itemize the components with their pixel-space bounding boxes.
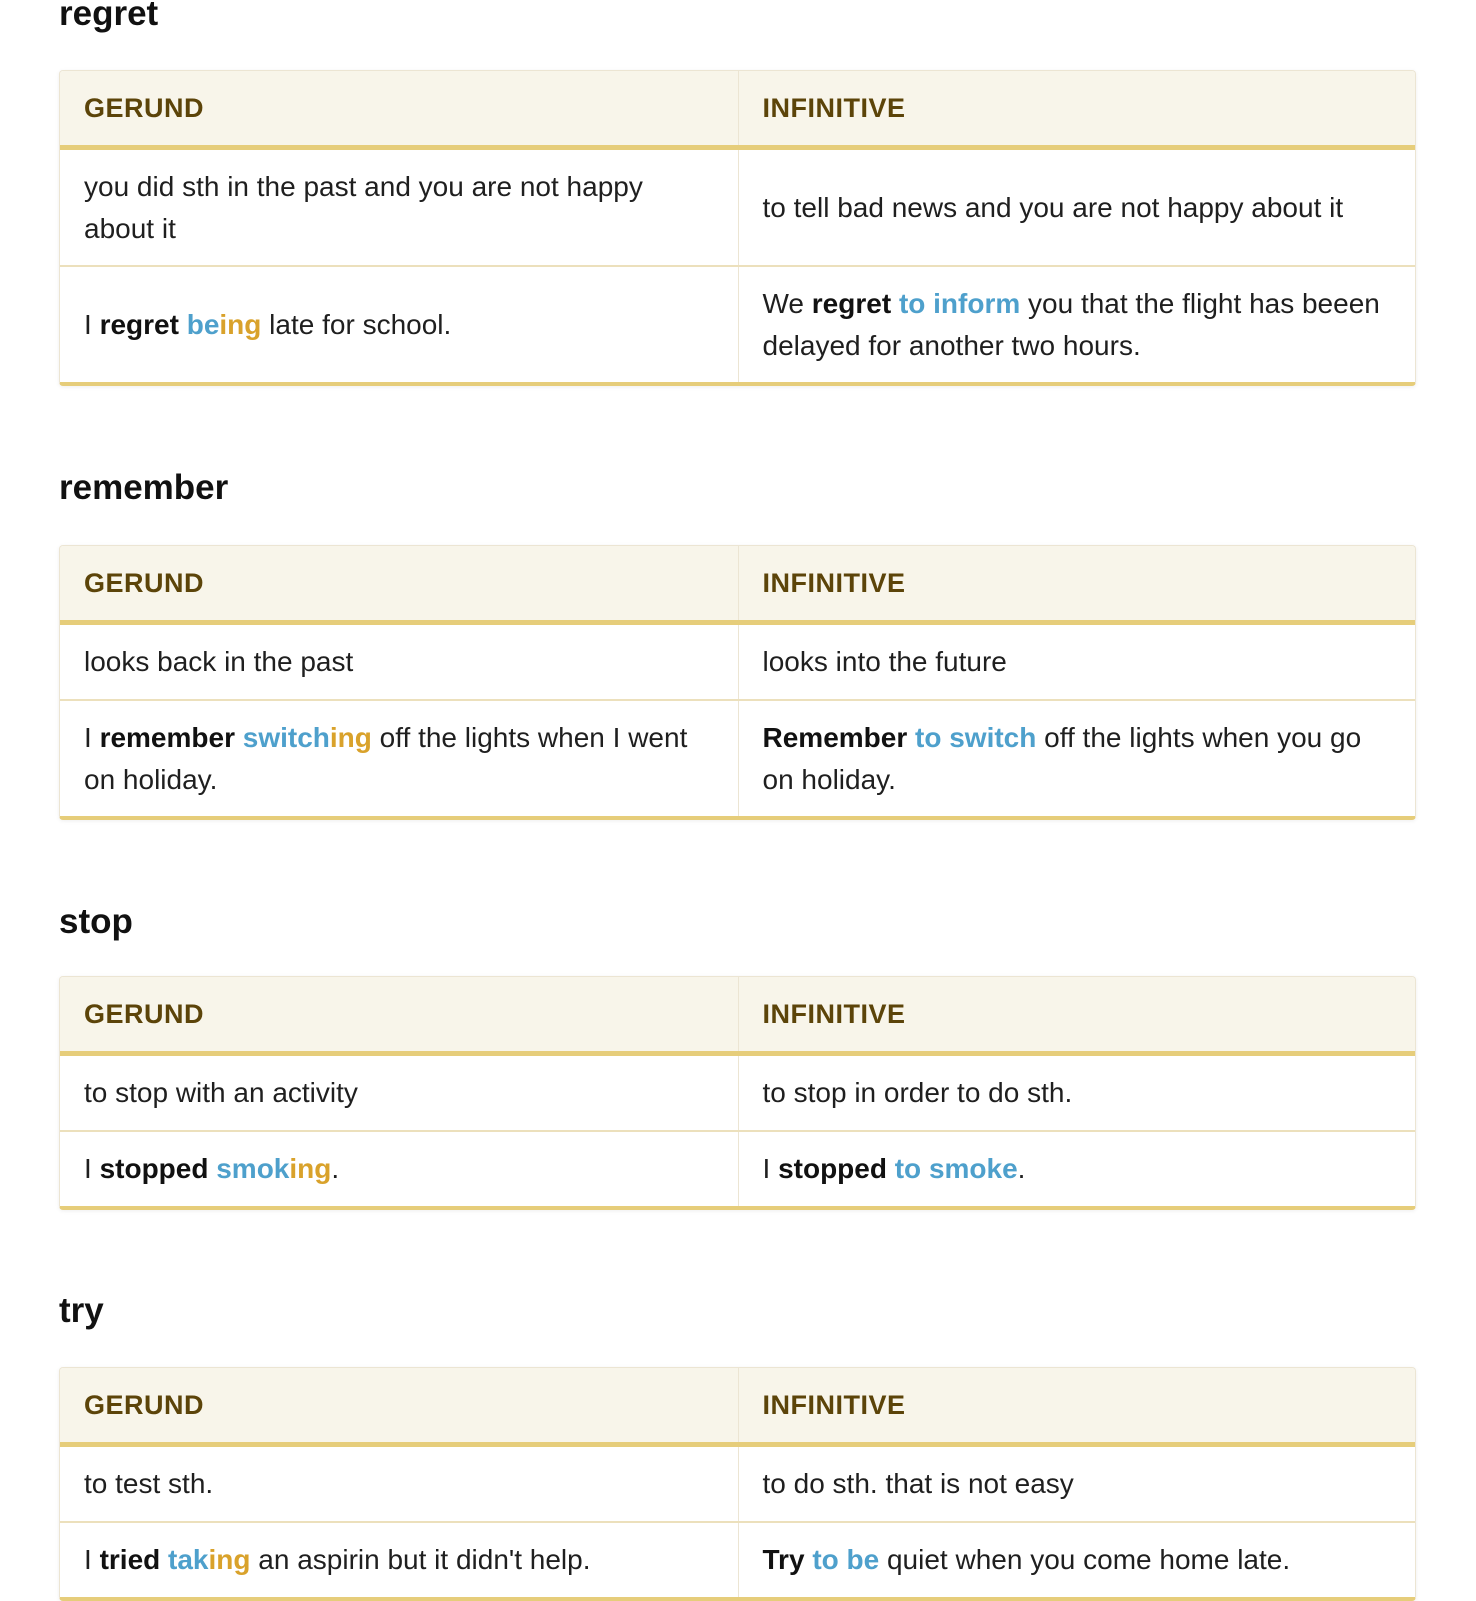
- example-text: I: [84, 1544, 100, 1575]
- example-text: .: [331, 1153, 340, 1184]
- example-space: [887, 1153, 895, 1184]
- example-text: I: [84, 721, 100, 753]
- comparison-table: [59, 70, 1416, 386]
- infinitive-meaning: to do sth. that is not easy: [738, 1447, 1416, 1521]
- example-row: [60, 1521, 1415, 1597]
- example-space: [907, 722, 915, 753]
- gerund-example: [60, 267, 738, 382]
- gerund-meaning: to test sth.: [84, 1468, 214, 1499]
- gerund-stem: switch: [242, 721, 330, 753]
- example-text: We: [762, 287, 812, 319]
- gerund-stem: tak: [168, 1544, 209, 1575]
- example-space: [235, 722, 243, 753]
- example-text: I: [84, 1153, 100, 1184]
- example-verb: stopped: [99, 1153, 209, 1184]
- example-text: an aspirin but it didn't help.: [250, 1544, 591, 1575]
- table-header: [60, 977, 1415, 1056]
- example-row: [60, 1130, 1415, 1206]
- comparison-table: [59, 545, 1416, 820]
- infinitive-example: [738, 1132, 1416, 1206]
- example-text: I: [762, 1153, 779, 1184]
- gerund-ing: ing: [329, 721, 372, 753]
- infinitive-example: [738, 1523, 1416, 1597]
- example-verb: tried: [99, 1544, 161, 1575]
- table-header: [60, 546, 1415, 625]
- gerund-ing: ing: [219, 308, 262, 340]
- table-header: [60, 1368, 1415, 1447]
- gerund-meaning: you did sth in the past and you are not happy about it: [84, 170, 643, 244]
- table-header: [60, 71, 1415, 150]
- gerund-ing: ing: [208, 1544, 251, 1575]
- infinitive-meaning: looks into the future: [738, 625, 1416, 699]
- gerund-header: GERUND: [84, 568, 205, 598]
- gerund-meaning: to stop with an activity: [84, 1077, 358, 1108]
- gerund-ing: ing: [289, 1153, 332, 1184]
- section-remember: [59, 468, 1414, 795]
- gerund-stem: be: [186, 308, 220, 340]
- infinitive-form: to inform: [898, 287, 1021, 319]
- gerund-example: [60, 1132, 738, 1206]
- infinitive-form: to smoke: [894, 1153, 1018, 1184]
- section-title: try: [59, 1291, 104, 1330]
- gerund-header: GERUND: [84, 93, 205, 123]
- infinitive-meaning: to tell bad news and you are not happy about it: [738, 150, 1416, 265]
- gerund-header: GERUND: [84, 1390, 205, 1420]
- section-regret: [59, 0, 1414, 361]
- meaning-row: [60, 1056, 1415, 1130]
- comparison-table: [59, 1367, 1416, 1601]
- gerund-stem: smok: [216, 1153, 290, 1184]
- meaning-row: [60, 150, 1415, 265]
- infinitive-header: INFINITIVE: [738, 71, 1416, 145]
- example-space: [891, 288, 899, 319]
- infinitive-header: INFINITIVE: [738, 1368, 1416, 1442]
- example-space: [179, 309, 187, 340]
- example-verb: regret: [99, 308, 179, 340]
- example-text: late for school.: [261, 308, 452, 340]
- section-title: regret: [59, 0, 159, 33]
- example-text: .: [1017, 1153, 1026, 1184]
- example-text: off the lights when you go on holiday.: [762, 721, 1362, 795]
- example-verb: stopped: [778, 1153, 887, 1184]
- section-try: [59, 1291, 1414, 1575]
- section-stop: [59, 902, 1414, 1184]
- gerund-example: [60, 1523, 738, 1597]
- meaning-row: [60, 625, 1415, 699]
- infinitive-example: [738, 267, 1416, 382]
- infinitive-meaning: to stop in order to do sth.: [738, 1056, 1416, 1130]
- example-space: [160, 1544, 168, 1575]
- infinitive-form: to be: [812, 1544, 880, 1575]
- example-verb: remember: [99, 721, 235, 753]
- infinitive-example: [738, 701, 1416, 816]
- example-verb: Remember: [762, 721, 908, 753]
- section-title: stop: [59, 902, 133, 941]
- example-row: [60, 265, 1415, 382]
- section-title: remember: [59, 468, 229, 507]
- example-text: off the lights when I went on holiday.: [84, 721, 688, 795]
- example-row: [60, 699, 1415, 816]
- infinitive-form: to switch: [915, 721, 1037, 753]
- example-text: quiet when you come home late.: [879, 1544, 1291, 1575]
- example-text: I: [84, 308, 100, 340]
- example-text: you that the flight has beeen delayed for another two hours.: [762, 287, 1380, 361]
- example-verb: Try: [762, 1544, 805, 1575]
- example-verb: regret: [811, 287, 892, 319]
- comparison-table: [59, 976, 1416, 1210]
- infinitive-header: INFINITIVE: [738, 977, 1416, 1051]
- infinitive-header: INFINITIVE: [738, 546, 1416, 620]
- gerund-meaning: looks back in the past: [84, 646, 354, 677]
- gerund-example: [60, 701, 738, 816]
- gerund-header: GERUND: [84, 999, 205, 1029]
- meaning-row: [60, 1447, 1415, 1521]
